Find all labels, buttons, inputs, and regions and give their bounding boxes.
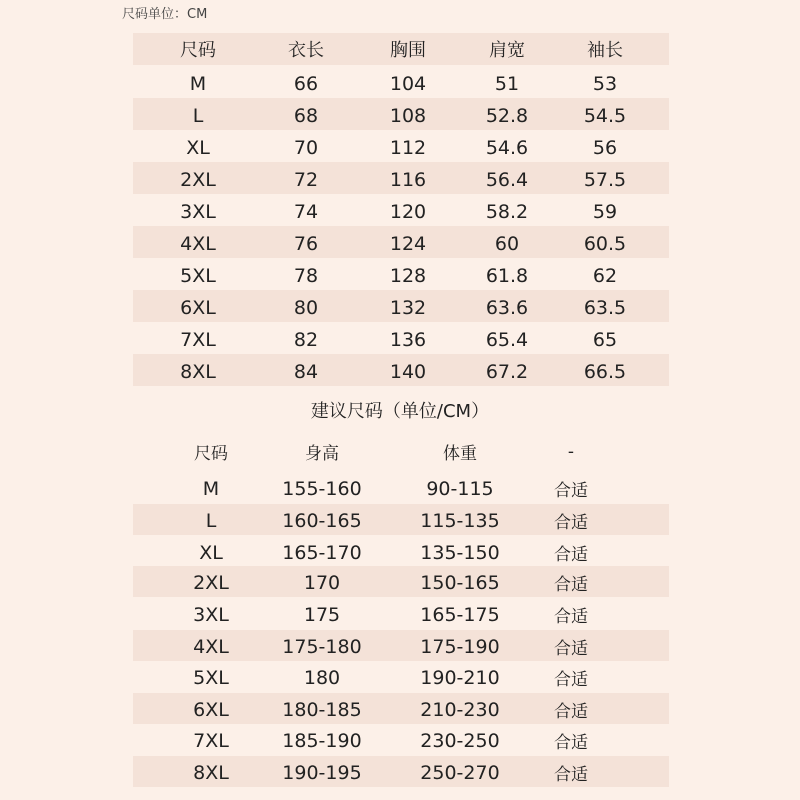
table-cell: 250-270 — [420, 761, 500, 784]
table-cell: 8XL — [180, 361, 216, 383]
table-cell: 76 — [293, 233, 319, 255]
table-cell: 135-150 — [420, 541, 500, 564]
table-row — [133, 290, 669, 322]
table-row — [133, 724, 669, 755]
table-cell: 84 — [293, 361, 319, 383]
column-header: 袖长 — [587, 40, 623, 61]
column-header: 尺码 — [180, 40, 216, 61]
table-cell: 66.5 — [583, 361, 627, 383]
table-cell: 65.4 — [485, 329, 529, 351]
table-cell: 5XL — [180, 265, 216, 287]
table-cell: 108 — [389, 105, 427, 127]
table-row — [133, 756, 669, 787]
table-cell: 128 — [389, 265, 427, 287]
table-row — [133, 226, 669, 258]
table-cell: 66 — [293, 73, 319, 95]
table-cell: 3XL — [193, 603, 229, 626]
table-cell: 63.5 — [583, 297, 627, 319]
table-cell: 2XL — [193, 571, 229, 594]
recommend-header-row — [133, 436, 669, 467]
table-cell: 58.2 — [485, 201, 529, 223]
table-cell: 51 — [494, 73, 520, 95]
table-cell: 62 — [592, 265, 618, 287]
table-cell: 54.5 — [583, 105, 627, 127]
unit-note: 尺码单位：CM — [122, 7, 208, 22]
table-cell: 124 — [389, 233, 427, 255]
table-cell: 7XL — [193, 729, 229, 752]
table-cell: 60.5 — [583, 233, 627, 255]
table-row — [133, 130, 669, 162]
column-header: 身高 — [305, 444, 339, 464]
table-cell: 190-195 — [282, 761, 362, 784]
table-cell: 3XL — [180, 201, 216, 223]
table-cell: 合适 — [554, 513, 588, 533]
table-cell: 合适 — [554, 575, 588, 595]
table-cell: 56 — [592, 137, 618, 159]
table-cell: 合适 — [554, 733, 588, 753]
table-cell: 8XL — [193, 761, 229, 784]
table-cell: 150-165 — [420, 571, 500, 594]
table-cell: XL — [199, 541, 223, 564]
table-cell: 116 — [389, 169, 427, 191]
table-cell: 65 — [592, 329, 618, 351]
table-row — [133, 98, 669, 130]
table-cell: 61.8 — [485, 265, 529, 287]
table-cell: 合适 — [554, 545, 588, 565]
table-cell: 53 — [592, 73, 618, 95]
table-cell: 6XL — [193, 698, 229, 721]
table-cell: 78 — [293, 265, 319, 287]
table-cell: 67.2 — [485, 361, 529, 383]
table-cell: 175 — [303, 603, 341, 626]
size-chart-header-row — [133, 33, 669, 65]
table-cell: 160-165 — [282, 509, 362, 532]
table-cell: 180-185 — [282, 698, 362, 721]
table-cell: 190-210 — [420, 666, 500, 689]
table-cell: 120 — [389, 201, 427, 223]
table-cell: 54.6 — [485, 137, 529, 159]
table-cell: 115-135 — [420, 509, 500, 532]
table-cell: 7XL — [180, 329, 216, 351]
table-cell: 56.4 — [485, 169, 529, 191]
table-cell: L — [205, 509, 217, 532]
table-cell: 175-190 — [420, 635, 500, 658]
table-row — [133, 162, 669, 194]
recommend-title: 建议尺码（单位/CM） — [310, 401, 490, 422]
table-cell: 52.8 — [485, 105, 529, 127]
table-cell: XL — [186, 137, 210, 159]
table-row — [133, 504, 669, 535]
table-cell: 60 — [494, 233, 520, 255]
table-cell: 5XL — [193, 666, 229, 689]
table-cell: 74 — [293, 201, 319, 223]
table-cell: 170 — [303, 571, 341, 594]
table-cell: 合适 — [554, 481, 588, 501]
table-cell: 2XL — [180, 169, 216, 191]
table-cell: 140 — [389, 361, 427, 383]
table-cell: 112 — [389, 137, 427, 159]
table-cell: 104 — [389, 73, 427, 95]
table-cell: 180 — [303, 666, 341, 689]
column-header: 衣长 — [288, 40, 324, 61]
table-cell: 132 — [389, 297, 427, 319]
table-row — [133, 566, 669, 597]
table-cell: 59 — [592, 201, 618, 223]
table-cell: 4XL — [180, 233, 216, 255]
table-cell: 72 — [293, 169, 319, 191]
table-cell: M — [202, 477, 220, 500]
table-cell: 合适 — [554, 639, 588, 659]
column-header: 尺码 — [194, 444, 228, 464]
table-cell: 165-175 — [420, 603, 500, 626]
column-header: 体重 — [443, 444, 477, 464]
table-cell: M — [189, 73, 207, 95]
table-cell: 185-190 — [282, 729, 362, 752]
table-cell: 80 — [293, 297, 319, 319]
column-header: 胸围 — [390, 40, 426, 61]
table-cell: 57.5 — [583, 169, 627, 191]
table-cell: 82 — [293, 329, 319, 351]
table-row — [133, 661, 669, 692]
table-row — [133, 66, 669, 98]
table-cell: 6XL — [180, 297, 216, 319]
table-cell: 合适 — [554, 607, 588, 627]
table-cell: 68 — [293, 105, 319, 127]
table-row — [133, 630, 669, 661]
table-row — [133, 194, 669, 226]
table-cell: 230-250 — [420, 729, 500, 752]
table-cell: 70 — [293, 137, 319, 159]
table-cell: 136 — [389, 329, 427, 351]
table-cell: 210-230 — [420, 698, 500, 721]
table-row — [133, 258, 669, 290]
table-cell: 165-170 — [282, 541, 362, 564]
table-cell: 175-180 — [282, 635, 362, 658]
table-cell: L — [192, 105, 204, 127]
table-cell: 合适 — [554, 670, 588, 690]
table-cell: 合适 — [554, 702, 588, 722]
table-cell: 155-160 — [282, 477, 362, 500]
table-cell: 63.6 — [485, 297, 529, 319]
column-header: - — [567, 441, 575, 462]
table-cell: 4XL — [193, 635, 229, 658]
table-cell: 90-115 — [426, 477, 494, 500]
table-cell: 合适 — [554, 765, 588, 785]
column-header: 肩宽 — [489, 40, 525, 61]
table-row — [133, 598, 669, 629]
table-row — [133, 472, 669, 503]
table-row — [133, 536, 669, 567]
table-row — [133, 354, 669, 386]
table-row — [133, 693, 669, 724]
table-row — [133, 322, 669, 354]
